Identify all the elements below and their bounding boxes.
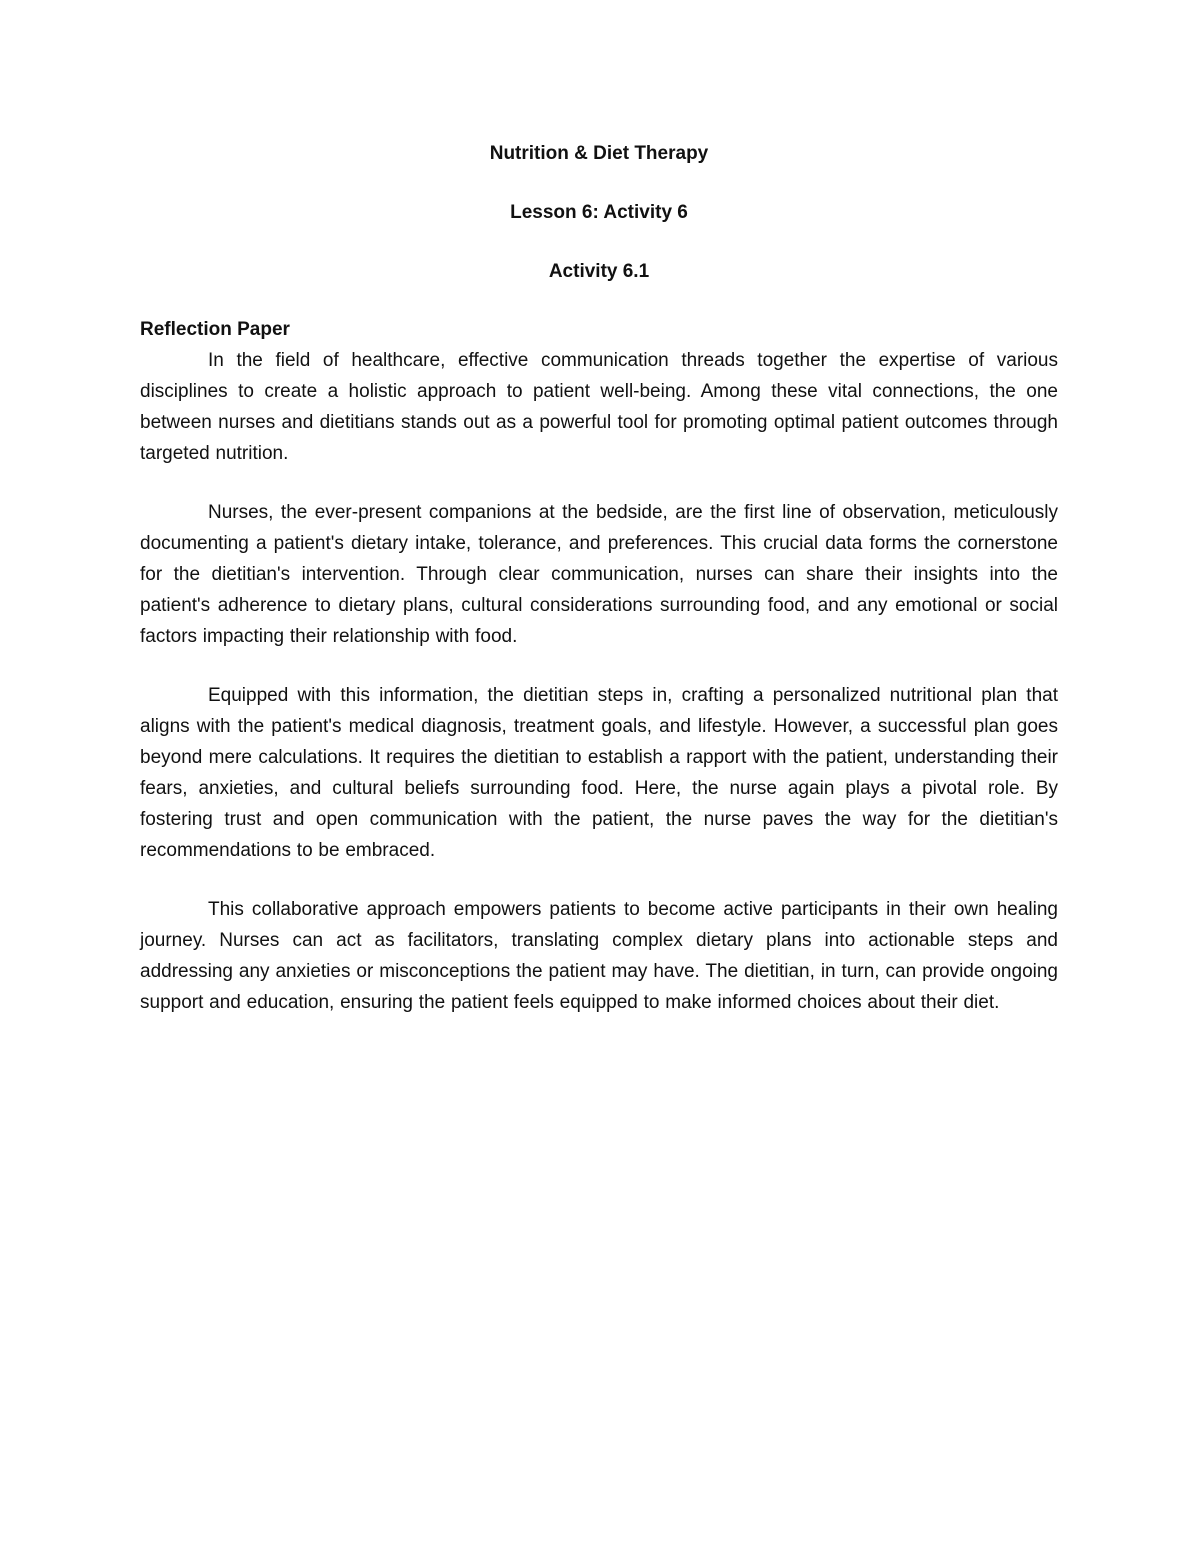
activity-heading: Activity 6.1	[548, 261, 650, 282]
section-title: Reflection Paper	[140, 319, 290, 340]
paragraph: Nurses, the ever-present companions at the bedside, are the first line of observation, meticulously documenting a patient's dietary intake, tolerance, and preferences. This crucial data forms the cornerstone for the dietitian's intervention. Through clear communication, nurses can share their insights into the patient's adherence to dietary plans, cultural considerations surrounding food, and any emotional or social factors impacting their relationship with food.	[140, 502, 1058, 647]
paragraph: This collaborative approach empowers patients to become active participants in their own healing journey. Nurses can act as facilitators, translating complex dietary plans into actionable steps and addressing any anxieties or misconceptions the patient may have. The dietitian, in turn, can provide ongoing support and education, ensuring the patient feels equipped to make informed choices about their diet.	[140, 899, 1058, 1013]
document-body	[140, 138, 1058, 1018]
paragraph: In the field of healthcare, effective communication threads together the expertise of various disciplines to create a holistic approach to patient well-being. Among these vital connections, the one between nurses and dietitians stands out as a powerful tool for promoting optimal patient outcomes through targeted nutrition.	[140, 350, 1058, 464]
course-title: Nutrition & Diet Therapy	[489, 143, 709, 164]
paragraph: Equipped with this information, the dietitian steps in, crafting a personalized nutritional plan that aligns with the patient's medical diagnosis, treatment goals, and lifestyle. However, a successful plan goes beyond mere calculations. It requires the dietitian to establish a rapport with the patient, understanding their fears, anxieties, and cultural beliefs surrounding food. Here, the nurse again plays a pivotal role. By fostering trust and open communication with the patient, the nurse paves the way for the dietitian's recommendations to be embraced.	[140, 685, 1058, 861]
lesson-heading: Lesson 6: Activity 6	[510, 202, 688, 223]
